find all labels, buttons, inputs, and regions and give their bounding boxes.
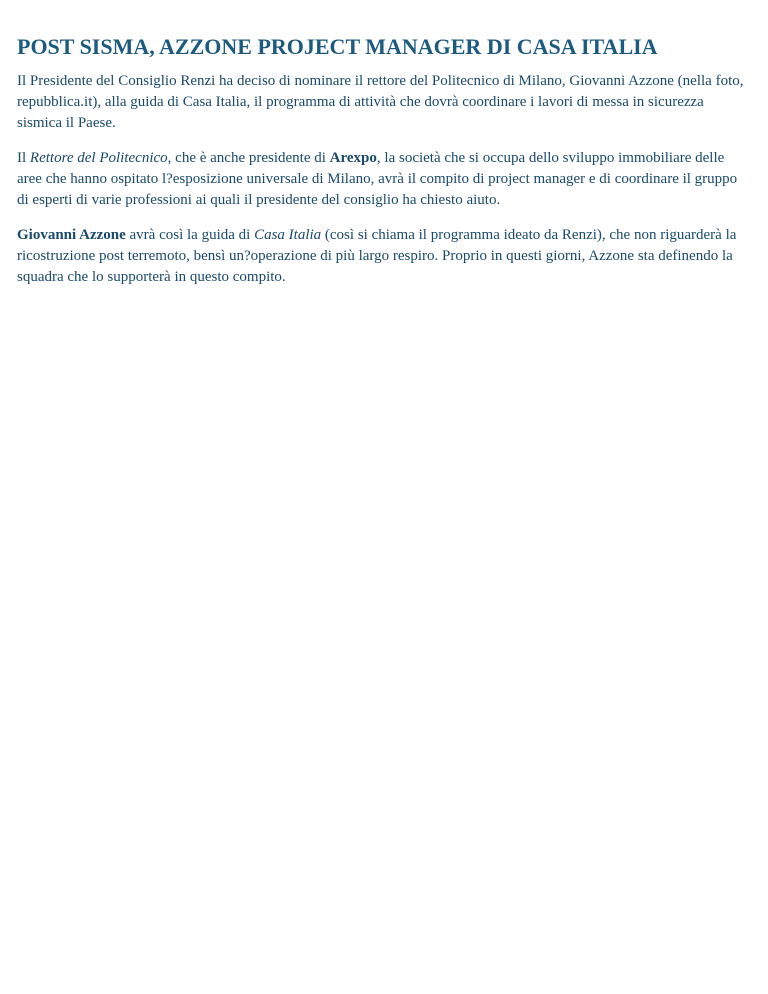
paragraph-2-text-2: , che è anche presidente di (167, 150, 330, 166)
paragraph-2-text-1: Il (17, 150, 30, 166)
paragraph-2-text-3: , la società che si occupa dello sviluppo immobiliare delle aree che hanno ospitato l?esposizione universale di Milano, avrà il compito di project manager e di coordinare il gruppo di esperti di varie professioni ai quali il presidente del consiglio ha chiesto aiuto. (17, 150, 738, 208)
paragraph-3 (17, 225, 752, 288)
article-page (0, 0, 768, 288)
paragraph-1: Il Presidente del Consiglio Renzi ha deciso di nominare il rettore del Politecnico di Milano, Giovanni Azzone (nella foto, repubblica.it), alla guida di Casa Italia, il programma di attività che dovrà coordinare i lavori di messa in sicurezza sismica il Paese. (17, 73, 744, 131)
arexpo-text: Arexpo (329, 150, 377, 166)
rettore-politecnico-text: Rettore del Politecnico (29, 150, 168, 166)
giovanni-azzone-text: Giovanni Azzone (17, 227, 126, 243)
casa-italia-text: Casa Italia (254, 227, 322, 243)
paragraph-2 (17, 148, 752, 211)
paragraph-3-text-2: (così si chiama il programma ideato da Renzi), che non riguarderà la ricostruzione post terremoto, bensì un?operazione di più largo respiro. Proprio in questi giorni, Azzone sta definendo la squadra che lo supporterà in questo compito. (17, 227, 737, 285)
paragraph-3-text-1: avrà così la guida di (125, 227, 255, 243)
article-title: POST SISMA, AZZONE PROJECT MANAGER DI CASA ITALIA (17, 34, 658, 59)
